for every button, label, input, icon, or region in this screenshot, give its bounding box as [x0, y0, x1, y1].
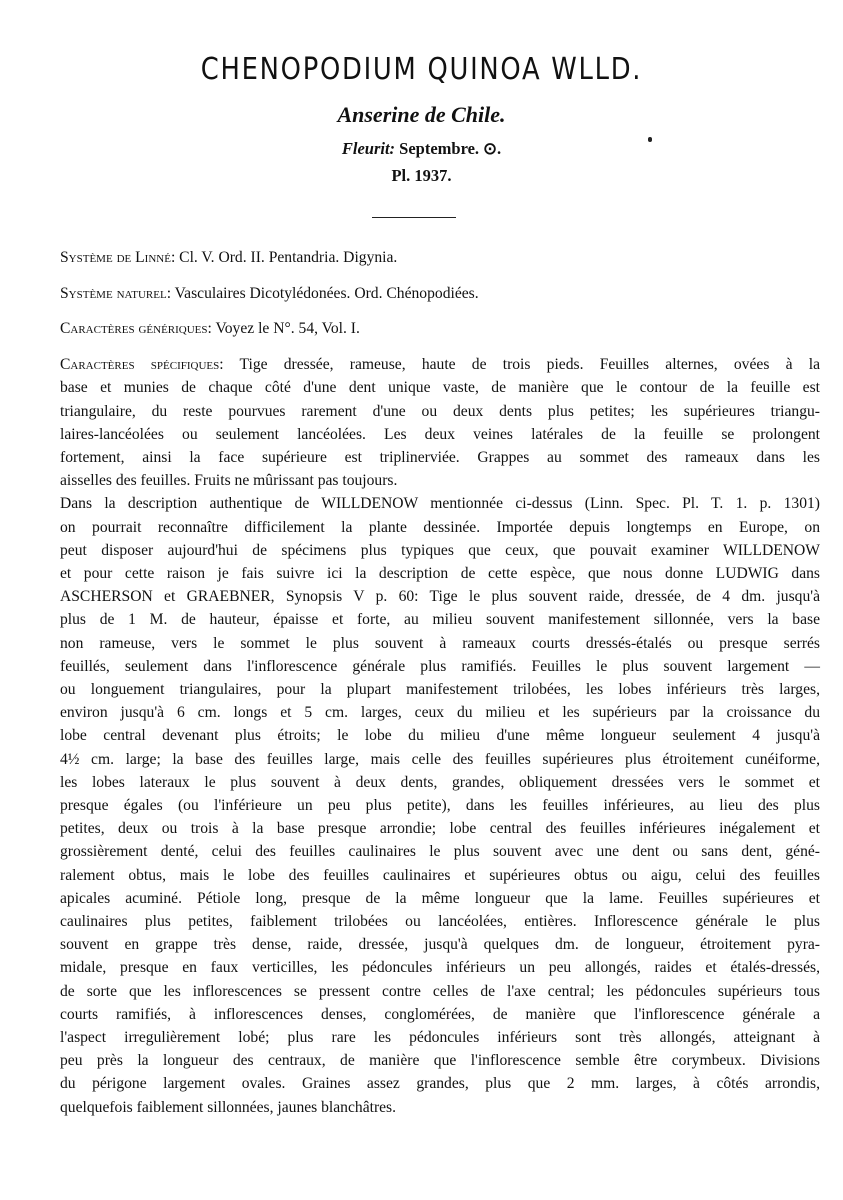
text-line [60, 956, 820, 979]
line-text: presque égales (ou l'inférieure un peu plus petite), dans les feuilles inférieures, au lieu des plus [60, 796, 820, 814]
line-text: base et munies de chaque côté d'une dent unique vaste, de manière que le contour de la feuille est [60, 379, 820, 397]
text-line [60, 1096, 820, 1119]
text-line [60, 423, 820, 446]
line-text: de sorte que les inflorescences se pressent contre celles de l'axe central; les pédoncules supérieurs tous [60, 982, 820, 1000]
text-line [60, 933, 820, 956]
line-text: peu près la longueur des centraux, de manière que l'inflorescence semble être corymbeux. Divisions [60, 1052, 820, 1070]
text-line [60, 724, 820, 747]
line-text: et pour cette raison je fais suivre ici la description de cette espèce, que nous donne LUDWIG dans [60, 564, 820, 582]
text-line [60, 376, 820, 399]
line-text: fortement, ainsi la face supérieure est triplinerviée. Grappes au sommet des rameaux dans les [60, 448, 820, 466]
line-text: du périgone largement ovales. Graines assez grandes, plus que 2 mm. larges, à côtés arrondis, [60, 1075, 820, 1093]
text-line [60, 539, 820, 562]
line-text: apicales acuminé. Pétiole long, presque de la même longueur que la lame. Feuilles supérieures et [60, 889, 820, 907]
line-text: Tige dressée, rameuse, haute de trois pieds. Feuilles alternes, ovées à la [239, 356, 820, 374]
line-text: triangulaire, du reste pourvues rarement d'une ou deux dents plus petites; les supérieures triangu- [60, 402, 820, 420]
text-line [60, 1003, 820, 1026]
text-line [60, 864, 820, 887]
systeme-linne-label: Système de Linné [60, 249, 171, 266]
text-line [60, 469, 820, 492]
line-text: lobe central devenant plus étroits; le lobe du milieu d'une même longueur seulement 4 jusqu'à [60, 727, 820, 745]
text-line: Caractères spécifiques: Tige dressée, rameuse, haute de trois pieds. Feuilles alternes, ovées à la [60, 356, 820, 374]
flowering-value: Septembre. ⊙. [399, 139, 502, 158]
plate-number: Pl. 1937. [391, 166, 452, 185]
line-text: ASCHERSON et GRAEBNER, Synopsis V p. 60: Tige le plus souvent raide, dressée, de 4 dm. jusqu'à [60, 588, 820, 606]
text-line [60, 678, 820, 701]
text-line [60, 562, 820, 585]
line-text: courts ramifiés, à inflorescences denses, conglomérées, de manière que l'inflorescence générale a [60, 1005, 820, 1023]
line-text: ou longuement triangulaires, pour la plupart manifestement trilobées, les lobes inférieurs très larges, [60, 680, 820, 698]
text-line [60, 887, 820, 910]
text-line [60, 1072, 820, 1095]
flowering-info [0, 139, 843, 159]
line-text: Dans la description authentique de WILLDENOW mentionnée ci-dessus (Linn. Spec. Pl. T. 1. p. 1301) [60, 495, 820, 513]
text-line [60, 701, 820, 724]
line-text: souvent en grappe très dense, raide, dressée, jusqu'à quelques dm. de longueur, étroitement pyra- [60, 936, 820, 954]
line-text: environ jusqu'à 6 cm. longs et 5 cm. larges, ceux du milieu et les supérieurs par la croissance du [60, 704, 820, 722]
caracteres-generiques-text: Voyez le N°. 54, Vol. I. [215, 320, 360, 338]
line-text: l'aspect irregulièrement lobé; plus rare les pédoncules inférieurs sont très allongés, atteignant à [60, 1029, 820, 1046]
caracteres-generiques-label: Caractères génériques [60, 320, 208, 338]
text-line [60, 585, 820, 608]
line-text: feuillés, seulement dans l'inflorescence générale plus ramifiés. Feuilles le plus souvent largement — [60, 657, 820, 675]
line-text: quelquefois faiblement sillonnées, jaunes blanchâtres. [60, 1098, 397, 1116]
caracteres-specifiques [60, 353, 820, 492]
text-line [60, 910, 820, 933]
print-speck [648, 137, 652, 142]
line-text: ralement obtus, mais le lobe des feuilles caulinaires et supérieures obtus ou aigu, celui des feuilles [60, 866, 820, 884]
line-text: grossièrement denté, celui des feuilles caulinaires le plus souvent avec une dent ou sans dent, géné- [60, 843, 820, 861]
text-line [60, 980, 820, 1003]
caracteres-generiques: Caractères génériques: Voyez le N°. 54, Vol. I. [60, 320, 360, 338]
text-line [60, 1026, 820, 1049]
text-line [60, 817, 820, 840]
line-text: peut disposer aujourd'hui de spécimens plus typiques que ceux, que pouvait examiner WILLDENOW [60, 541, 820, 559]
line-text: on pourrait reconnaître difficilement la plante dessinée. Importée depuis longtemps en Europe, on [60, 518, 820, 536]
systeme-naturel-label: Système naturel [60, 284, 167, 302]
text-line [60, 400, 820, 423]
line-text: midale, presque en faux verticilles, les pédoncules inférieurs un peu allongés, raides et étalés-dressés, [60, 959, 820, 977]
systeme-linne: Système de Linné: Cl. V. Ord. II. Pentandria. Digynia. [60, 249, 398, 266]
flowering-label: Fleurit: [341, 139, 396, 158]
line-text: les lobes lateraux le plus souvent à deux dents, grandes, obliquement dressées vers le sommet et [60, 773, 820, 791]
line-text: 4½ cm. large; la base des feuilles large, mais celle des feuilles supérieures plus étroitement cunéiforme, [60, 750, 820, 768]
text-line [60, 840, 820, 863]
text-line [60, 446, 820, 469]
text-line [60, 516, 820, 539]
common-name: Anserine de Chile. [337, 102, 506, 127]
text-line [60, 771, 820, 794]
systeme-linne-text: Cl. V. Ord. II. Pentandria. Digynia. [179, 249, 398, 266]
line-text: caulinaires plus petites, faiblement trilobées ou lancéolées, entières. Inflorescence générale le plus [60, 912, 820, 930]
text-line [60, 608, 820, 631]
species-title: CHENOPODIUM QUINOA WLLD. [200, 52, 643, 87]
systeme-naturel-text: Vasculaires Dicotylédonées. Ord. Chénopodiées. [174, 284, 479, 302]
section-divider [372, 217, 456, 218]
line-text: plus de 1 M. de hauteur, épaisse et forte, au milieu souvent manifestement sillonnée, vers la base [60, 611, 820, 629]
description-paragraph [60, 492, 820, 1118]
systeme-naturel: Système naturel: Vasculaires Dicotylédonées. Ord. Chénopodiées. [60, 284, 479, 302]
line-text: non rameuse, vers le sommet le plus souvent à rameaux courts dressés-étalés ou presque serrés [60, 634, 820, 652]
body-text [60, 246, 820, 1119]
line-text: aisselles des feuilles. Fruits ne mûrissant pas toujours. [60, 472, 398, 490]
line-text: petites, deux ou trois à la base presque arrondie; lobe central des feuilles inférieures inégalement et [60, 820, 820, 838]
text-line [60, 748, 820, 771]
caracteres-specifiques-label: Caractères spécifiques [60, 356, 220, 374]
text-line [60, 794, 820, 817]
text-line [60, 655, 820, 678]
text-line [60, 632, 820, 655]
line-text: laires-lancéolées ou seulement lancéolées. Les deux veines latérales de la feuille se prolongent [60, 425, 820, 443]
text-line [60, 1049, 820, 1072]
text-line [60, 492, 820, 515]
